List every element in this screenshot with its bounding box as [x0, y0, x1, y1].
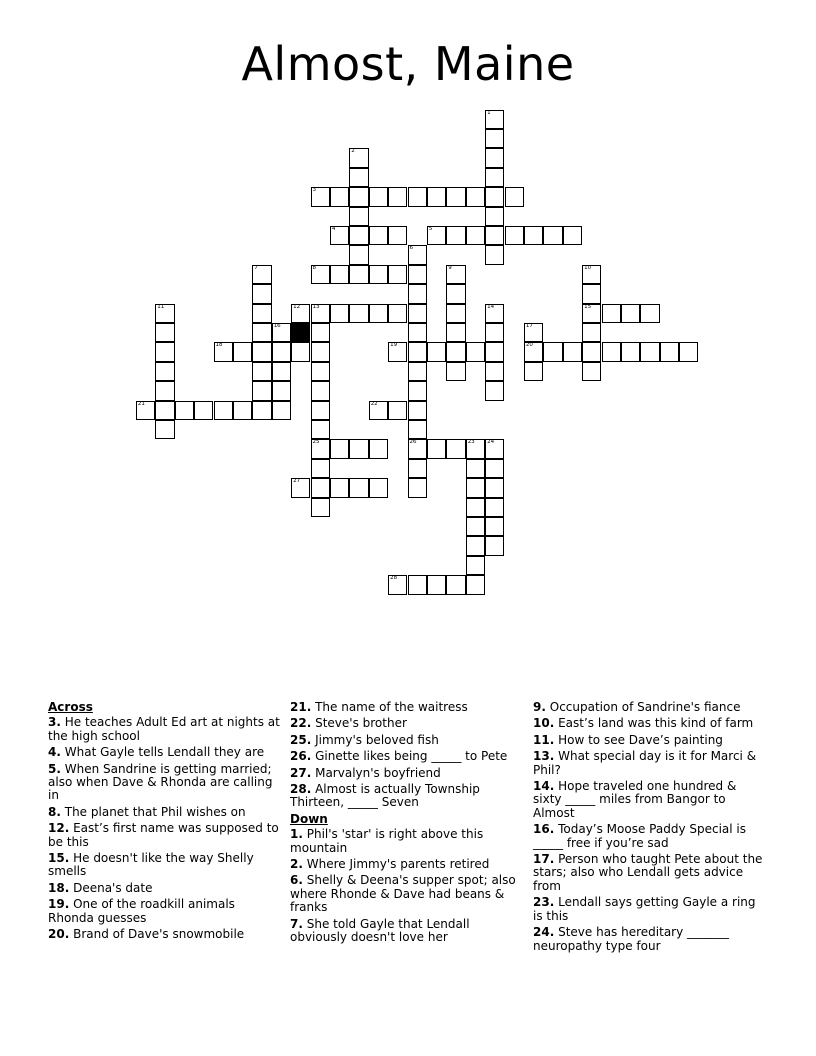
- clue-number: 26: [409, 439, 417, 446]
- clue-text: Ginette likes being _____ to Pete: [315, 749, 508, 764]
- grid-cell[interactable]: [349, 478, 368, 497]
- grid-cell[interactable]: [388, 265, 407, 284]
- clue-num: 2.: [290, 857, 303, 872]
- clues-column-2: [290, 701, 522, 948]
- clue-text: He teaches Adult Ed art at nights at the high school: [48, 715, 280, 743]
- clue-text: Where Jimmy's parents retired: [306, 857, 490, 872]
- clue-text: Almost is actually Township Thirteen, _____ Seven: [290, 782, 480, 810]
- clue-text: Phil's 'star' is right above this mountain: [290, 827, 484, 855]
- clue-item: [290, 767, 522, 780]
- clue-num: 10.: [533, 716, 555, 731]
- clue-number: 6: [409, 245, 413, 252]
- clue-text: Marvalyn's boyfriend: [315, 765, 441, 780]
- grid-cell[interactable]: [563, 226, 582, 245]
- grid-cell[interactable]: [155, 342, 174, 361]
- clue-item: [533, 853, 765, 893]
- grid-cell[interactable]: [485, 517, 504, 536]
- grid-cell[interactable]: [349, 207, 368, 226]
- grid-cell[interactable]: [311, 381, 330, 400]
- grid-cell[interactable]: [446, 323, 465, 342]
- grid-cell[interactable]: [466, 575, 485, 594]
- clue-num: 4.: [48, 745, 61, 760]
- clue-num: 22.: [290, 716, 312, 731]
- clue-number: 4: [331, 226, 336, 232]
- grid-cell[interactable]: [446, 575, 465, 594]
- clue-item: [48, 806, 280, 819]
- grid-cell[interactable]: [349, 168, 368, 187]
- grid-cell[interactable]: [485, 245, 504, 264]
- clue-number: 9: [448, 264, 452, 271]
- grid-cell[interactable]: [311, 420, 330, 439]
- grid-cell[interactable]: [485, 187, 504, 206]
- grid-cell[interactable]: [466, 536, 485, 555]
- grid-cell[interactable]: [466, 517, 485, 536]
- clue-text: Jimmy's beloved fish: [315, 732, 439, 747]
- grid-cell[interactable]: [252, 362, 271, 381]
- clue-item: [290, 717, 522, 730]
- grid-cell[interactable]: [369, 304, 388, 323]
- grid-cell[interactable]: [311, 478, 330, 497]
- grid-cell[interactable]: [349, 265, 368, 284]
- clue-num: 7.: [290, 916, 303, 931]
- grid-cell[interactable]: [272, 381, 291, 400]
- clue-num: 25.: [290, 732, 312, 747]
- grid-cell[interactable]: [524, 362, 543, 381]
- grid-cell[interactable]: [485, 148, 504, 167]
- grid-cell[interactable]: [485, 498, 504, 517]
- grid-cell[interactable]: [388, 304, 407, 323]
- clue-item: [290, 918, 522, 945]
- grid-cell[interactable]: [466, 498, 485, 517]
- clue-number: 8: [312, 264, 316, 271]
- clue-number: 15: [584, 303, 592, 310]
- grid-cell[interactable]: [155, 304, 174, 323]
- grid-cell[interactable]: [427, 575, 446, 594]
- grid-cell[interactable]: [446, 226, 465, 245]
- grid-cell[interactable]: [408, 284, 427, 303]
- grid-cell[interactable]: [485, 129, 504, 148]
- clue-num: 26.: [290, 749, 312, 764]
- clue-number: 28: [390, 575, 398, 582]
- grid-cell[interactable]: [602, 304, 621, 323]
- puzzle-title: Almost, Maine: [241, 37, 575, 91]
- clue-number: 18: [215, 342, 223, 349]
- grid-cell[interactable]: [485, 304, 504, 323]
- clue-item: [290, 874, 522, 914]
- clue-num: 15.: [48, 851, 70, 866]
- grid-cell[interactable]: [349, 439, 368, 458]
- grid-cell[interactable]: [408, 381, 427, 400]
- grid-cell[interactable]: [543, 342, 562, 361]
- clue-number: 5: [428, 226, 433, 232]
- clue-item: [533, 701, 765, 714]
- grid-cell[interactable]: [330, 187, 349, 206]
- grid-cell[interactable]: [408, 401, 427, 420]
- clue-number: 11: [157, 303, 165, 310]
- black-square: [291, 323, 310, 342]
- grid-cell[interactable]: [155, 401, 174, 420]
- grid-cell[interactable]: [388, 187, 407, 206]
- clue-number: 16: [273, 323, 281, 329]
- clue-item: [533, 896, 765, 923]
- clue-text: East’s first name was supposed to be this: [48, 821, 279, 849]
- clue-number: 17: [525, 323, 533, 329]
- grid-cell[interactable]: [466, 187, 485, 206]
- clue-text: East’s land was this kind of farm: [558, 716, 754, 731]
- clue-number: 20: [525, 342, 533, 349]
- grid-cell[interactable]: [466, 459, 485, 478]
- grid-cell[interactable]: [155, 323, 174, 342]
- clue-number: 27: [293, 478, 301, 485]
- grid-cell[interactable]: [311, 187, 330, 206]
- grid-cell[interactable]: [408, 362, 427, 381]
- clue-num: 27.: [290, 765, 312, 780]
- grid-cell[interactable]: [485, 478, 504, 497]
- clue-item: [48, 763, 280, 803]
- clue-text: Steve's brother: [315, 716, 407, 731]
- clue-item: [533, 926, 765, 953]
- clue-number: 10: [584, 264, 592, 271]
- clue-text: Hope traveled one hundred & sixty _____ miles from Bangor to Almost: [533, 779, 737, 820]
- clue-num: 16.: [533, 822, 555, 837]
- clues-column-3: [533, 701, 765, 956]
- grid-cell[interactable]: [640, 304, 659, 323]
- grid-cell[interactable]: [485, 362, 504, 381]
- grid-cell[interactable]: [505, 226, 524, 245]
- grid-cell[interactable]: [485, 207, 504, 226]
- grid-cell[interactable]: [446, 304, 465, 323]
- grid-cell[interactable]: [252, 381, 271, 400]
- grid-cell[interactable]: [233, 401, 252, 420]
- grid-cell[interactable]: [388, 575, 407, 594]
- clue-num: 11.: [533, 732, 555, 747]
- clue-number: 21: [137, 400, 145, 407]
- clue-item: [48, 928, 280, 941]
- clue-number: 25: [312, 439, 320, 446]
- clue-item: [48, 822, 280, 849]
- clue-text: How to see Dave’s painting: [558, 732, 723, 747]
- grid-cell[interactable]: [408, 459, 427, 478]
- grid-cell[interactable]: [408, 187, 427, 206]
- grid-cell[interactable]: [485, 536, 504, 555]
- clue-text: She told Gayle that Lendall obviously doesn't love her: [290, 916, 470, 945]
- grid-cell[interactable]: [369, 265, 388, 284]
- grid-cell[interactable]: [408, 420, 427, 439]
- clue-item: [290, 858, 522, 871]
- grid-cell[interactable]: [369, 478, 388, 497]
- grid-cell[interactable]: [311, 459, 330, 478]
- grid-cell[interactable]: [679, 342, 698, 361]
- clue-text: He doesn't like the way Shelly smells: [48, 851, 254, 879]
- clue-number: 13: [312, 303, 320, 310]
- clue-item: [48, 898, 280, 925]
- grid-cell[interactable]: [214, 342, 233, 361]
- grid-cell[interactable]: [311, 342, 330, 361]
- grid-cell[interactable]: [349, 148, 368, 167]
- clue-num: 3.: [48, 715, 61, 730]
- grid-cell[interactable]: [427, 226, 446, 245]
- grid-cell[interactable]: [485, 110, 504, 129]
- grid-cell[interactable]: [349, 245, 368, 264]
- grid-cell[interactable]: [311, 439, 330, 458]
- clue-item: [290, 750, 522, 763]
- clue-number: 12: [293, 303, 301, 310]
- clue-text: Lendall says getting Gayle a ring is this: [533, 895, 756, 923]
- clue-text: When Sandrine is getting married; also when Dave & Rhonda are calling in: [48, 761, 273, 803]
- clue-num: 21.: [290, 700, 312, 714]
- clue-text: Brand of Dave's snowmobile: [73, 927, 245, 942]
- clue-num: 23.: [533, 895, 555, 910]
- grid-cell[interactable]: [563, 342, 582, 361]
- clue-text: What special day is it for Marci & Phil?: [533, 749, 757, 777]
- grid-cell[interactable]: [524, 342, 543, 361]
- clue-text: Deena's date: [73, 880, 153, 895]
- grid-cell[interactable]: [582, 323, 601, 342]
- clue-text: Steve has hereditary _______ neuropathy type four: [533, 925, 730, 953]
- grid-cell[interactable]: [408, 342, 427, 361]
- grid-cell[interactable]: [155, 420, 174, 439]
- clue-item: [48, 716, 280, 743]
- grid-cell[interactable]: [330, 304, 349, 323]
- grid-cell[interactable]: [485, 342, 504, 361]
- grid-cell[interactable]: [524, 226, 543, 245]
- clue-item: [48, 852, 280, 879]
- grid-cell[interactable]: [369, 401, 388, 420]
- grid-cell[interactable]: [311, 401, 330, 420]
- grid-cell[interactable]: [466, 439, 485, 458]
- clue-item: [533, 823, 765, 850]
- grid-cell[interactable]: [408, 575, 427, 594]
- grid-cell[interactable]: [330, 226, 349, 245]
- grid-cell[interactable]: [311, 362, 330, 381]
- grid-cell[interactable]: [311, 304, 330, 323]
- grid-cell[interactable]: [349, 226, 368, 245]
- grid-cell[interactable]: [233, 342, 252, 361]
- grid-cell[interactable]: [485, 323, 504, 342]
- grid-cell[interactable]: [388, 226, 407, 245]
- clue-item: [290, 701, 522, 714]
- clue-num: 12.: [48, 821, 70, 836]
- clue-item: [48, 882, 280, 895]
- across-heading: Across: [48, 700, 93, 714]
- clue-num: 28.: [290, 782, 312, 797]
- grid-cell[interactable]: [272, 342, 291, 361]
- grid-cell[interactable]: [252, 284, 271, 303]
- grid-cell[interactable]: [311, 265, 330, 284]
- clue-number: 1: [487, 109, 491, 116]
- grid-cell[interactable]: [214, 401, 233, 420]
- grid-cell[interactable]: [136, 401, 155, 420]
- clue-item: [533, 717, 765, 730]
- clue-num: 9.: [533, 700, 546, 714]
- clue-number: 19: [390, 342, 398, 349]
- clue-number: 14: [487, 303, 495, 310]
- grid-cell[interactable]: [155, 362, 174, 381]
- grid-cell[interactable]: [446, 439, 465, 458]
- grid-cell[interactable]: [446, 342, 465, 361]
- grid-cell[interactable]: [369, 187, 388, 206]
- clue-num: 6.: [290, 873, 303, 888]
- clue-text: The planet that Phil wishes on: [64, 804, 246, 819]
- grid-cell[interactable]: [175, 401, 194, 420]
- grid-cell[interactable]: [330, 439, 349, 458]
- grid-cell[interactable]: [330, 265, 349, 284]
- grid-cell[interactable]: [485, 459, 504, 478]
- grid-cell[interactable]: [446, 265, 465, 284]
- clue-text: Today’s Moose Paddy Special is _____ free if you’re sad: [533, 822, 747, 850]
- clue-item: [533, 750, 765, 777]
- grid-cell[interactable]: [660, 342, 679, 361]
- grid-cell[interactable]: [466, 226, 485, 245]
- grid-cell[interactable]: [466, 342, 485, 361]
- grid-cell[interactable]: [252, 304, 271, 323]
- grid-cell[interactable]: [408, 323, 427, 342]
- clue-text: The name of the waitress: [315, 700, 468, 714]
- grid-cell[interactable]: [427, 187, 446, 206]
- grid-cell[interactable]: [408, 304, 427, 323]
- grid-cell[interactable]: [272, 362, 291, 381]
- clue-number: 7: [254, 264, 258, 271]
- clue-num: 5.: [48, 761, 61, 776]
- grid-cell[interactable]: [466, 478, 485, 497]
- clue-item: [290, 828, 522, 855]
- grid-cell[interactable]: [427, 439, 446, 458]
- clue-num: 17.: [533, 852, 555, 867]
- grid-cell[interactable]: [427, 342, 446, 361]
- grid-cell[interactable]: [388, 401, 407, 420]
- grid-cell[interactable]: [446, 187, 465, 206]
- grid-cell[interactable]: [311, 498, 330, 517]
- clue-item: [290, 734, 522, 747]
- grid-cell[interactable]: [543, 226, 562, 245]
- clues-column-1: [48, 701, 280, 945]
- clue-num: 1.: [290, 827, 303, 842]
- grid-cell[interactable]: [252, 323, 271, 342]
- grid-cell[interactable]: [272, 401, 291, 420]
- clue-text: Occupation of Sandrine's fiance: [549, 700, 741, 714]
- grid-cell[interactable]: [408, 245, 427, 264]
- grid-cell[interactable]: [291, 342, 310, 361]
- grid-cell[interactable]: [194, 401, 213, 420]
- clue-number: 22: [370, 400, 378, 407]
- clue-number: 2: [351, 148, 355, 155]
- grid-cell[interactable]: [349, 304, 368, 323]
- grid-cell[interactable]: [485, 439, 504, 458]
- grid-cell[interactable]: [388, 342, 407, 361]
- down-heading: Down: [290, 811, 328, 826]
- grid-cell[interactable]: [582, 304, 601, 323]
- clue-text: Shelly & Deena's supper spot; also where Rhonde & Dave had beans & franks: [290, 873, 516, 915]
- grid-cell[interactable]: [272, 323, 291, 342]
- clue-num: 8.: [48, 804, 61, 819]
- clue-number: 23: [467, 439, 475, 446]
- clue-num: 14.: [533, 779, 555, 794]
- grid-cell[interactable]: [446, 284, 465, 303]
- grid-cell[interactable]: [408, 439, 427, 458]
- grid-cell[interactable]: [349, 187, 368, 206]
- clue-text: What Gayle tells Lendall they are: [64, 745, 265, 760]
- grid-cell[interactable]: [466, 556, 485, 575]
- grid-cell[interactable]: [369, 439, 388, 458]
- grid-cell[interactable]: [446, 362, 465, 381]
- grid-cell[interactable]: [505, 187, 524, 206]
- grid-cell[interactable]: [621, 304, 640, 323]
- grid-cell[interactable]: [155, 381, 174, 400]
- clue-text: One of the roadkill animals Rhonda guesses: [48, 897, 235, 925]
- clue-num: 13.: [533, 749, 555, 764]
- grid-cell[interactable]: [252, 265, 271, 284]
- clue-item: [290, 783, 522, 810]
- grid-cell[interactable]: [311, 323, 330, 342]
- grid-cell[interactable]: [291, 478, 310, 497]
- grid-cell[interactable]: [252, 342, 271, 361]
- grid-cell[interactable]: [602, 342, 621, 361]
- clue-number: 24: [487, 439, 495, 446]
- clue-item: [48, 746, 280, 759]
- grid-cell[interactable]: [330, 478, 349, 497]
- clue-num: 20.: [48, 927, 70, 942]
- grid-cell[interactable]: [582, 342, 601, 361]
- grid-cell[interactable]: [640, 342, 659, 361]
- clue-number: 3: [312, 187, 316, 194]
- grid-cell[interactable]: [582, 265, 601, 284]
- grid-cell[interactable]: [524, 323, 543, 342]
- clue-num: 18.: [48, 880, 70, 895]
- grid-cell[interactable]: [582, 362, 601, 381]
- grid-cell[interactable]: [582, 284, 601, 303]
- clue-text: Person who taught Pete about the stars; also who Lendall gets advice from: [533, 852, 763, 893]
- clue-item: [533, 780, 765, 820]
- clue-num: 19.: [48, 897, 70, 912]
- grid-cell[interactable]: [621, 342, 640, 361]
- grid-cell[interactable]: [485, 168, 504, 187]
- grid-cell[interactable]: [485, 226, 504, 245]
- grid-cell[interactable]: [408, 478, 427, 497]
- grid-cell[interactable]: [369, 226, 388, 245]
- clue-item: [533, 734, 765, 747]
- grid-cell[interactable]: [291, 304, 310, 323]
- grid-cell[interactable]: [252, 401, 271, 420]
- grid-cell[interactable]: [408, 265, 427, 284]
- grid-cell[interactable]: [485, 381, 504, 400]
- clue-num: 24.: [533, 925, 555, 940]
